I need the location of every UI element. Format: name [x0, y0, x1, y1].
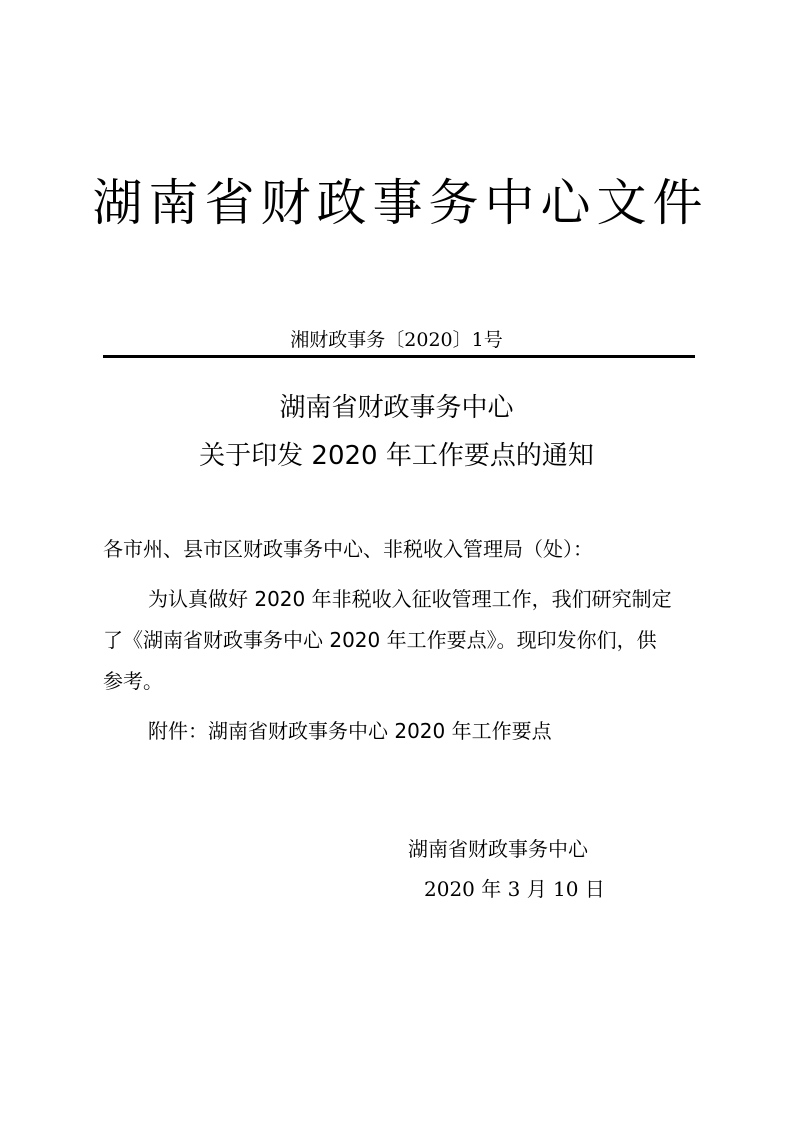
notice-title-line2: 关于印发 2020 年工作要点的通知	[199, 441, 594, 471]
body-paragraph-line1: 为认真做好 2020 年非税收入征收管理工作，我们研究制定	[148, 587, 672, 611]
document-number: 湘财政事务〔2020〕1号	[290, 329, 503, 351]
attachment-line: 附件：湖南省财政事务中心 2020 年工作要点	[148, 719, 552, 743]
issuer-signature: 湖南省财政事务中心	[408, 837, 588, 861]
notice-title-line1: 湖南省财政事务中心	[279, 393, 514, 423]
recipient-line: 各市州、县市区财政事务中心、非税收入管理局（处）：	[103, 537, 593, 561]
body-paragraph-line3: 参考。	[103, 669, 163, 693]
header-divider	[103, 355, 695, 358]
body-paragraph-line2: 了《湖南省财政事务中心 2020 年工作要点》。现印发你们，供	[103, 628, 657, 652]
document-header-title: 湖南省财政事务中心文件	[92, 174, 709, 232]
issue-date: 2020 年 3 月 10 日	[424, 877, 605, 901]
